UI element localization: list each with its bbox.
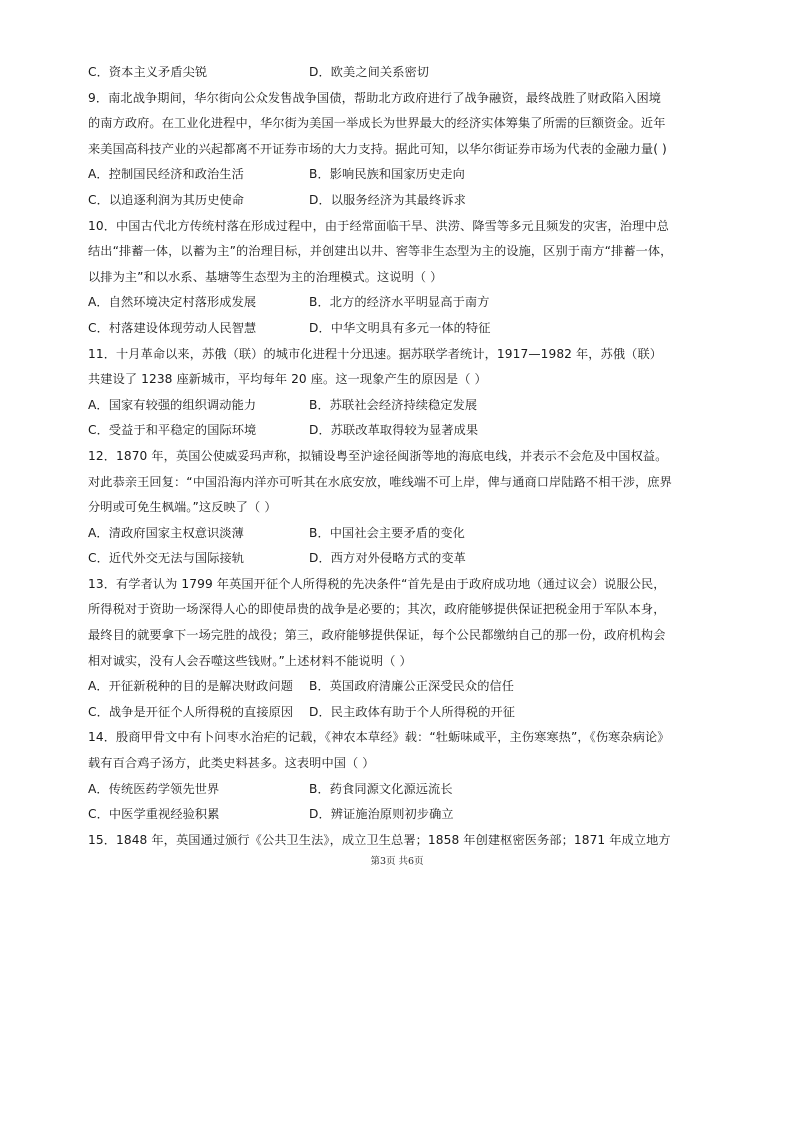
option-row — [88, 802, 698, 828]
page-content — [88, 60, 698, 853]
question-text-line: 12．1870 年，英国公使威妥玛声称，拟铺设粤至沪途径闽浙等地的海底电线，并表示不会危及中国权益。 — [88, 448, 668, 463]
answer-option: C．中医学重视经验积累 — [88, 807, 220, 822]
answer-option: D．苏联改革取得较为显著成果 — [309, 423, 479, 438]
answer-option: B．北方的经济水平明显高于南方 — [309, 295, 490, 310]
option-row — [88, 60, 698, 86]
answer-option: A．国家有较强的组织调动能力 — [88, 397, 257, 412]
question-text-line: 10．中国古代北方传统村落在形成过程中，由于经常面临干旱、洪涝、降雪等多元且频发的灾害，治理中总 — [88, 218, 669, 233]
question-text-line: 对此恭亲王回复：“中国沿海内洋亦可听其在水底安放，唯线端不可上岸，俾与通商口岸陆路不相干涉，庶界 — [88, 474, 672, 489]
question-text-line: 以排为主”和以水系、基塘等生态型为主的治理模式。这说明（ ） — [88, 269, 443, 284]
answer-option: A．开征新税种的目的是解决财政问题 — [88, 679, 294, 694]
option-row — [88, 418, 698, 444]
answer-option: D．欧美之间关系密切 — [309, 65, 430, 79]
answer-option: B．苏联社会经济持续稳定发展 — [309, 397, 478, 412]
page-footer: 第3页 共6页 — [370, 856, 424, 867]
answer-option: C．受益于和平稳定的国际环境 — [88, 423, 257, 438]
question-text-line: 共建设了 1238 座新城市，平均每年 20 座。这一现象产生的原因是（ ） — [88, 372, 487, 387]
option-row — [88, 777, 698, 803]
option-row — [88, 188, 698, 214]
answer-option: C．以追逐利润为其历史使命 — [88, 192, 245, 207]
answer-option: C．近代外交无法与国际接轨 — [88, 551, 245, 566]
question-text-line: 14．殷商甲骨文中有卜问枣水治疟的记载，《神农本草经》载：“牡蛎味咸平，主伤寒寒热”，《伤寒杂病论》 — [88, 730, 670, 745]
question-text-line: 来美国高科技产业的兴起都离不开证券市场的大力支持。据此可知，以华尔街证券市场为代表的金融力量( ) — [88, 141, 667, 156]
answer-option: A．传统医药学领先世界 — [88, 781, 220, 796]
answer-option: B．药食同源文化源远流长 — [309, 781, 453, 796]
question-text-line: 最终目的就要拿下一场完胜的战役；第三，政府能够提供保证，每个公民都缴纳自己的那一份，政府机构会 — [88, 628, 666, 643]
option-row — [88, 393, 698, 419]
answer-option: D．以服务经济为其最终诉求 — [309, 192, 466, 207]
option-row — [88, 290, 698, 316]
answer-option: A．控制国民经济和政治生活 — [88, 167, 244, 182]
answer-option: B．英国政府清廉公正深受民众的信任 — [309, 679, 515, 694]
answer-option: B．影响民族和国家历史走向 — [309, 167, 465, 182]
question-text-line: 9．南北战争期间，华尔街向公众发售战争国债，帮助北方政府进行了战争融资，最终战胜了财政陷入困境 — [88, 90, 662, 105]
answer-option: C．战争是开征个人所得税的直接原因 — [88, 704, 294, 719]
question-text-line: 相对诚实，没有人会吞噬这些钱财。”上述材料不能说明（ ） — [88, 653, 412, 668]
answer-option: A．清政府国家主权意识淡薄 — [88, 525, 244, 540]
question-text-line: 15．1848 年，英国通过颁行《公共卫生法》，成立卫生总署；1858 年创建枢密医务部；1871 年成立地方 — [88, 832, 671, 847]
answer-option: C．村落建设体现劳动人民智慧 — [88, 320, 257, 335]
answer-option: D．西方对外侵略方式的变革 — [309, 551, 466, 566]
answer-option: D．民主政体有助于个人所得税的开征 — [309, 704, 516, 719]
answer-option: D．中华文明具有多元一体的特征 — [309, 320, 491, 335]
option-row — [88, 674, 698, 700]
option-row — [88, 316, 698, 342]
answer-option: D．辨证施治原则初步确立 — [309, 807, 454, 822]
answer-option: B．中国社会主要矛盾的变化 — [309, 525, 465, 540]
option-row — [88, 546, 698, 572]
question-text-line: 分明或可免生枫端。”这反映了（ ） — [88, 500, 277, 515]
question-text-line: 13．有学者认为 1799 年英国开征个人所得税的先决条件“首先是由于政府成功地（通过议会）说服公民， — [88, 576, 666, 591]
option-row — [88, 162, 698, 188]
option-row — [88, 521, 698, 547]
answer-option: A．自然环境决定村落形成发展 — [88, 295, 257, 310]
question-text-line: 11．十月革命以来，苏俄（联）的城市化进程十分迅速。据苏联学者统计，1917—1982 年，苏俄（联） — [88, 346, 663, 361]
answer-option: C．资本主义矛盾尖锐 — [88, 65, 208, 79]
question-text-line: 结出“排蓄一体，以蓄为主”的治理目标，并创建出以井、窖等非生态型为主的设施，区别于南方“排蓄一体， — [88, 244, 673, 259]
question-text-line: 所得税对于资助一场深得人心的即使昂贵的战争是必要的；其次，政府能够提供保证把税金用于军队本身， — [88, 602, 666, 617]
option-row — [88, 700, 698, 726]
question-text-line: 的南方政府。在工业化进程中，华尔街为美国一举成长为世界最大的经济实体筹集了所需的巨额资金。近年 — [88, 116, 666, 131]
question-text-line: 载有百合鸡子汤方，此类史料甚多。这表明中国（ ） — [88, 756, 375, 771]
